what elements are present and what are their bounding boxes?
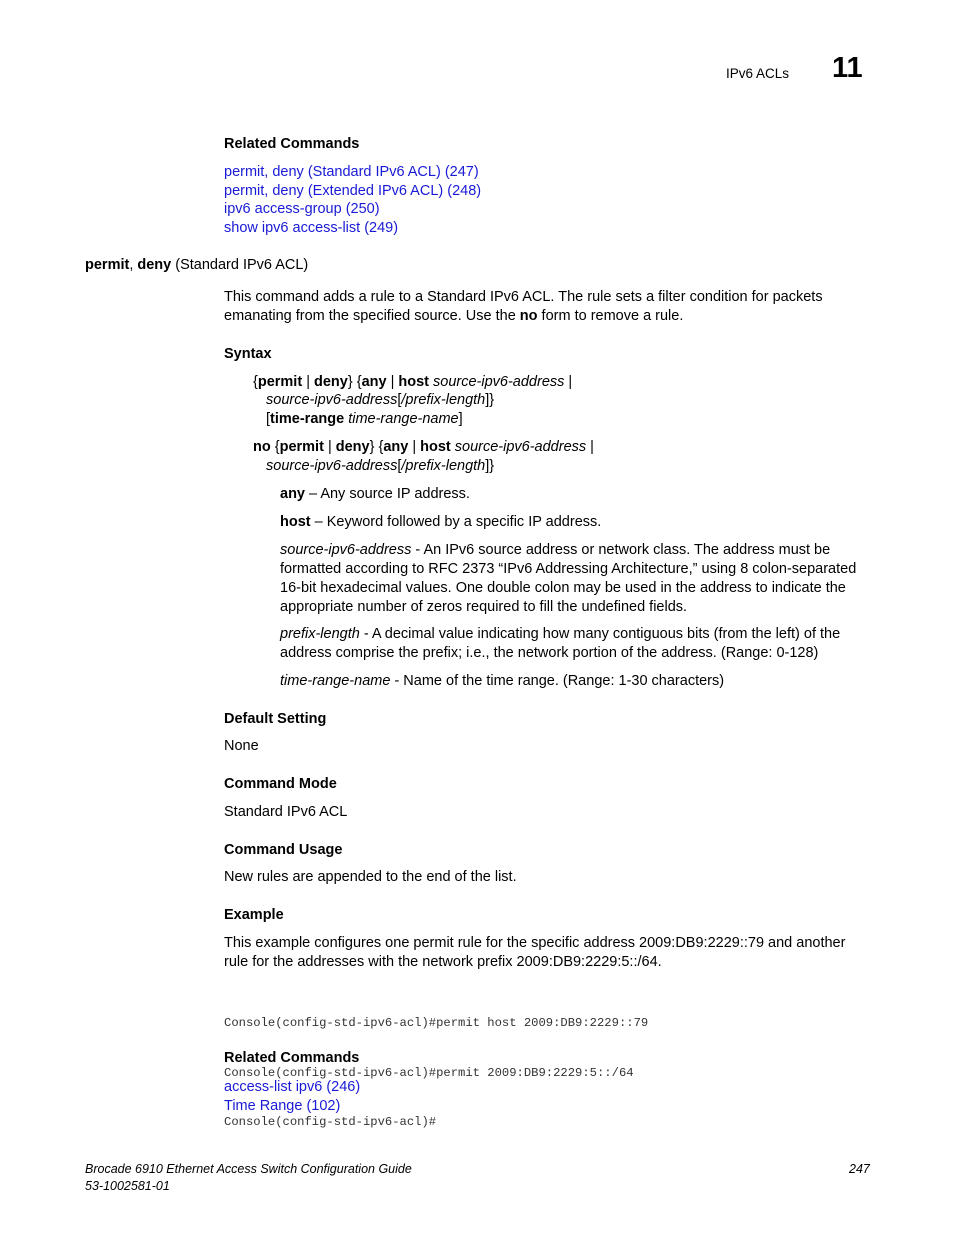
syntax-no-line-2: source-ipv6-address[/prefix-length]} [266, 458, 495, 474]
related-link-access-list-ipv6[interactable]: access-list ipv6 (246) [224, 1079, 361, 1095]
command-usage-value: New rules are appended to the end of the list. [224, 869, 517, 885]
code-line: Console(config-std-ipv6-acl)#permit 2009:DB9:2229:5::/64 [224, 1065, 634, 1080]
command-keyword-deny: deny [137, 257, 172, 273]
command-mode-heading: Command Mode [224, 776, 337, 792]
syntax-no-line-1: no {permit | deny} {any | host source-ipv6-address | [253, 439, 594, 455]
related-commands-list [224, 163, 481, 237]
command-mode-value: Standard IPv6 ACL [224, 804, 348, 820]
related-link-permit-deny-standard[interactable]: permit, deny (Standard IPv6 ACL) (247) [224, 164, 479, 180]
header-section-title: IPv6 ACLs [726, 66, 790, 81]
code-line: Console(config-std-ipv6-acl)# [224, 1115, 437, 1129]
related-link-show-ipv6-access-list[interactable]: show ipv6 access-list (249) [224, 219, 399, 236]
syntax-heading: Syntax [224, 346, 272, 362]
command-title: permit, deny (Standard IPv6 ACL) [85, 257, 309, 273]
syntax-line-2: source-ipv6-address[/prefix-length]} [266, 392, 495, 408]
related-commands-heading: Related Commands [224, 136, 360, 152]
command-keyword-permit: permit [85, 257, 130, 273]
header-chapter-number: 11 [832, 52, 863, 84]
default-setting-value: None [224, 738, 259, 754]
default-setting-heading: Default Setting [224, 711, 327, 727]
footer-left [85, 1161, 412, 1194]
related-commands-list-2 [224, 1078, 360, 1115]
related-link-permit-deny-extended[interactable]: permit, deny (Extended IPv6 ACL) (248) [224, 182, 482, 199]
param-any: any – Any source IP address. [280, 486, 470, 502]
footer-doc-title: Brocade 6910 Ethernet Access Switch Configuration Guide [85, 1162, 412, 1176]
footer-page-number: 247 [849, 1162, 870, 1176]
example-heading: Example [224, 907, 284, 923]
footer-doc-id: 53-1002581-01 [85, 1178, 170, 1193]
example-description: This example configures one permit rule for the specific address 2009:DB9:2229::79 and another rule for the addresses with the network prefix 2009:DB9:2229:5::/64. [224, 935, 846, 970]
param-prefix-length: prefix-length - A decimal value indicating how many contiguous bits (from the left) of the address comprise the prefix; i.e., the network portion of the address. (Range: 0-128) [280, 626, 841, 661]
related-link-time-range[interactable]: Time Range (102) [224, 1097, 341, 1114]
related-commands-heading-2: Related Commands [224, 1050, 360, 1066]
param-source-ipv6-address: source-ipv6-address - An IPv6 source address or network class. The address must be formatted according to RFC 2373 “IPv6 Addressing Architecture,” using 8 colon-separated 16-bit hexadecimal values. One double colon may be used in the address to indicate the appropriate number of zeros required to fill the undefined fields. [280, 542, 857, 615]
command-usage-heading: Command Usage [224, 842, 343, 858]
syntax-line-1: {permit | deny} {any | host source-ipv6-address | [253, 374, 573, 390]
command-description: This command adds a rule to a Standard IPv6 ACL. The rule sets a filter condition for packets emanating from the specified source. Use the no form to remove a rule. [224, 289, 823, 324]
code-line: Console(config-std-ipv6-acl)#permit host 2009:DB9:2229::79 [224, 1016, 649, 1030]
related-link-ipv6-access-group[interactable]: ipv6 access-group (250) [224, 201, 380, 217]
param-time-range-name: time-range-name - Name of the time range. (Range: 1-30 characters) [280, 673, 725, 689]
syntax-line-3: [time-range time-range-name] [266, 411, 463, 427]
command-subtitle: (Standard IPv6 ACL) [171, 257, 309, 273]
param-host: host – Keyword followed by a specific IP address. [280, 514, 602, 530]
